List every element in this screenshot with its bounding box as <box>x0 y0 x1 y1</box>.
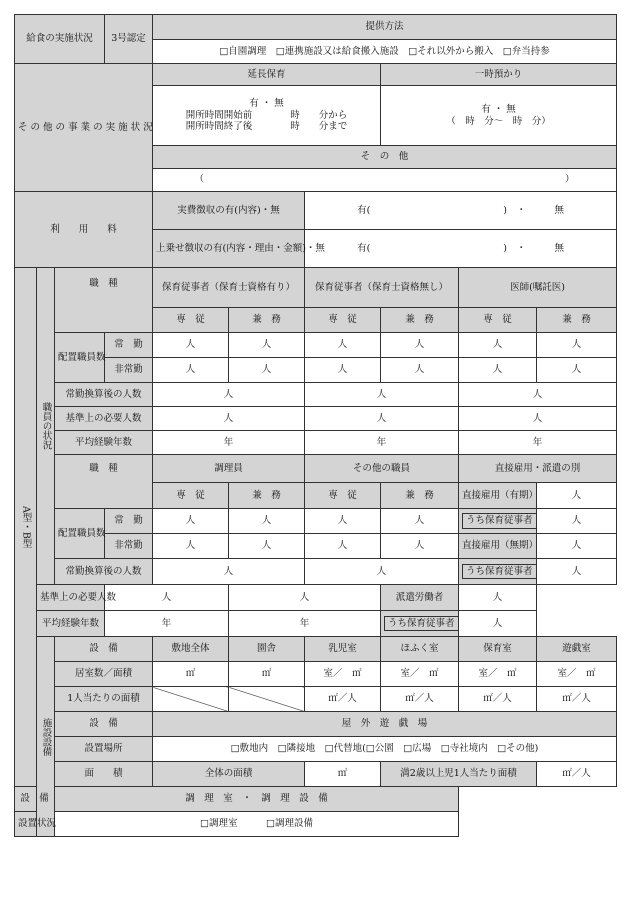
actual-cost-label: 実費徴収の有(内容)・無 <box>153 192 305 230</box>
area-label: 面 積 <box>55 762 153 787</box>
meal-status-label: 給食の実施状況 <box>15 15 105 64</box>
avg-years-label: 平均経験年数 <box>55 431 153 455</box>
location-options[interactable]: □敷地内 □隣接地 □代替地(□公園 □広場 □寺社境内 □その他) <box>153 737 617 762</box>
count-cell[interactable]: 人 <box>153 534 229 559</box>
count-cell[interactable]: 人 <box>537 483 617 509</box>
per-child-label: 満2歳以上児1人当たり面積 <box>381 762 537 787</box>
assigned-staff-label: 配置職員数 <box>55 333 105 383</box>
temporary-care-label: 一時預かり <box>381 64 617 86</box>
kitchen-label: 調 理 室 ・ 調 理 設 備 <box>55 787 459 812</box>
surcharge-value[interactable]: 有( ) ・ 無 <box>305 230 617 268</box>
count-cell[interactable]: 人 <box>153 407 305 431</box>
per-person-label: 1人当たりの面積 <box>55 687 153 712</box>
surcharge-label: 上乗せ徴収の有(内容・理由・金額)・無 <box>153 230 305 268</box>
of-which-childcare-label <box>381 611 459 637</box>
actual-cost-value[interactable]: 有( ) ・ 無 <box>305 192 617 230</box>
count-cell[interactable]: 人 <box>537 534 617 559</box>
extended-care-presence[interactable]: 有 ・ 無 <box>249 97 284 109</box>
per-person-cell[interactable]: ㎡／人 <box>305 687 381 712</box>
of-which-childcare-label <box>459 509 537 534</box>
job-childcare-qualified: 保育従事者（保育士資格有り） <box>153 268 305 308</box>
required-label: 基準上の必要人数 <box>37 585 105 611</box>
avg-years-label: 平均経験年数 <box>37 611 105 637</box>
years-cell[interactable]: 年 <box>305 431 459 455</box>
facility-report-form <box>14 14 617 837</box>
of-which-childcare-text: うち保育従事者 <box>384 616 459 632</box>
job-type-label-2: 職 種 <box>55 455 153 509</box>
job-doctor: 医師(嘱託医) <box>459 268 617 308</box>
area-cell[interactable]: ㎡ <box>229 662 305 687</box>
count-cell[interactable]: 人 <box>381 509 459 534</box>
provision-method-options[interactable]: □自園調理 □連携施設又は給食搬入施設 □それ以外から搬入 □弁当持参 <box>153 40 617 64</box>
of-which-childcare-label <box>459 559 537 585</box>
count-cell[interactable]: 人 <box>153 509 229 534</box>
facilities-label: 施設設備 <box>37 637 55 837</box>
count-cell[interactable]: 人 <box>459 333 537 358</box>
extended-care-label: 延長保育 <box>153 64 381 86</box>
certified-label: 3号認定 <box>105 15 153 64</box>
required-label: 基準上の必要人数 <box>55 407 153 431</box>
extended-care-details <box>153 86 381 146</box>
col-crawling-room: ほふく室 <box>381 637 459 662</box>
col-nursery-room: 保育室 <box>459 637 537 662</box>
of-which-childcare-text: うち保育従事者 <box>462 564 537 580</box>
job-employment-type: 直接雇用・派遣の別 <box>459 455 617 483</box>
count-cell[interactable]: 人 <box>381 333 459 358</box>
years-cell[interactable]: 年 <box>229 611 381 637</box>
other-value[interactable]: （ ） <box>153 169 617 192</box>
count-cell[interactable]: 人 <box>153 333 229 358</box>
count-cell[interactable]: 人 <box>305 509 381 534</box>
na-cell <box>153 687 229 712</box>
playground-label: 屋 外 遊 戯 場 <box>153 712 617 737</box>
assigned-staff-label: 配置職員数 <box>55 509 105 559</box>
count-cell[interactable]: 人 <box>305 358 381 383</box>
per-person-cell[interactable]: ㎡／人 <box>381 687 459 712</box>
direct-open-label: 直接雇用（無期） <box>459 534 537 559</box>
rooms-area-cell[interactable]: 室／ ㎡ <box>305 662 381 687</box>
rooms-area-cell[interactable]: 室／ ㎡ <box>537 662 617 687</box>
count-cell[interactable]: 人 <box>153 358 229 383</box>
count-cell[interactable]: 人 <box>153 383 305 407</box>
total-area-label: 全体の面積 <box>153 762 305 787</box>
type-ab-label: A型・B型 <box>15 268 37 787</box>
count-cell[interactable]: 人 <box>459 383 617 407</box>
full-header: 専 従 <box>459 308 537 333</box>
direct-fixed-label: 直接雇用（有期） <box>459 483 537 509</box>
fte-label: 常勤換算後の人数 <box>55 383 153 407</box>
col-play-room: 遊戯室 <box>537 637 617 662</box>
location-label: 設置場所 <box>55 737 153 762</box>
count-cell[interactable]: 人 <box>229 509 305 534</box>
extended-care-start[interactable]: 開所時間開始前 時 分から <box>185 109 348 121</box>
count-cell[interactable]: 人 <box>229 585 381 611</box>
count-cell[interactable]: 人 <box>381 534 459 559</box>
total-area-value[interactable]: ㎡ <box>305 762 381 787</box>
temporary-care-details <box>381 86 617 146</box>
count-cell[interactable]: 人 <box>537 509 617 534</box>
count-cell[interactable]: 人 <box>229 333 305 358</box>
count-cell[interactable]: 人 <box>153 559 305 585</box>
part-header: 兼 務 <box>229 483 305 509</box>
col-building: 園舎 <box>229 637 305 662</box>
count-cell[interactable]: 人 <box>459 611 537 637</box>
fte-label: 常勤換算後の人数 <box>55 559 153 585</box>
dispatched-label: 派遣労働者 <box>381 585 459 611</box>
count-cell[interactable]: 人 <box>381 358 459 383</box>
count-cell[interactable]: 人 <box>305 407 459 431</box>
full-header: 専 従 <box>305 308 381 333</box>
count-cell[interactable]: 人 <box>305 383 459 407</box>
rooms-area-cell[interactable]: 室／ ㎡ <box>381 662 459 687</box>
part-header: 兼 務 <box>381 483 459 509</box>
col-site: 敷地全体 <box>153 637 229 662</box>
extended-care-end[interactable]: 開所時間終了後 時 分まで <box>185 121 348 133</box>
temporary-care-time[interactable]: （ 時 分～ 時 分） <box>446 115 551 127</box>
job-cook: 調理員 <box>153 455 305 483</box>
job-childcare-unqualified: 保育従事者（保育士資格無し） <box>305 268 459 308</box>
rooms-area-label: 居室数／面積 <box>55 662 153 687</box>
count-cell[interactable]: 人 <box>305 333 381 358</box>
part-header: 兼 務 <box>537 308 617 333</box>
of-which-childcare-text: うち保育従事者 <box>462 513 537 529</box>
fees-label: 利 用 料 <box>15 192 153 268</box>
area-cell[interactable]: ㎡ <box>153 662 229 687</box>
job-other-staff: その他の職員 <box>305 455 459 483</box>
years-cell[interactable]: 年 <box>105 611 229 637</box>
parttime-label: 非常勤 <box>105 534 153 559</box>
kitchen-options[interactable]: □調理室 □調理設備 <box>55 812 459 837</box>
other-services-label: そ の 他 の 事 業 の 実 施 状 況 <box>15 64 153 192</box>
per-person-cell[interactable]: ㎡／人 <box>537 687 617 712</box>
provision-method-label: 提供方法 <box>153 15 617 40</box>
install-label: 設置状況 <box>15 812 55 837</box>
parttime-label: 非常勤 <box>105 358 153 383</box>
per-child-value[interactable]: ㎡／人 <box>537 762 617 787</box>
fulltime-label: 常 勤 <box>105 509 153 534</box>
temporary-care-presence[interactable]: 有 ・ 無 <box>481 103 516 115</box>
part-header: 兼 務 <box>381 308 459 333</box>
facility-label: 設 備 <box>15 787 55 812</box>
count-cell[interactable]: 人 <box>105 585 229 611</box>
full-header: 専 従 <box>153 483 229 509</box>
part-header: 兼 務 <box>229 308 305 333</box>
count-cell[interactable]: 人 <box>537 333 617 358</box>
count-cell[interactable]: 人 <box>537 559 617 585</box>
count-cell[interactable]: 人 <box>459 585 537 611</box>
rooms-area-cell[interactable]: 室／ ㎡ <box>459 662 537 687</box>
staff-status-label: 職員の状況 <box>37 268 55 585</box>
per-person-cell[interactable]: ㎡／人 <box>459 687 537 712</box>
count-cell[interactable]: 人 <box>305 534 381 559</box>
count-cell[interactable]: 人 <box>305 559 459 585</box>
other-label: そ の 他 <box>153 146 617 169</box>
count-cell[interactable]: 人 <box>229 534 305 559</box>
facility-label: 設 備 <box>55 637 153 662</box>
count-cell[interactable]: 人 <box>229 358 305 383</box>
na-cell <box>229 687 305 712</box>
count-cell[interactable]: 人 <box>459 358 537 383</box>
full-header: 専 従 <box>305 483 381 509</box>
col-infant-room: 乳児室 <box>305 637 381 662</box>
facility-label: 設 備 <box>55 712 153 737</box>
count-cell[interactable]: 人 <box>537 358 617 383</box>
fulltime-label: 常 勤 <box>105 333 153 358</box>
full-header: 専 従 <box>153 308 229 333</box>
years-cell[interactable]: 年 <box>459 431 617 455</box>
count-cell[interactable]: 人 <box>459 407 617 431</box>
years-cell[interactable]: 年 <box>153 431 305 455</box>
job-type-label-1: 職 種 <box>55 268 153 333</box>
